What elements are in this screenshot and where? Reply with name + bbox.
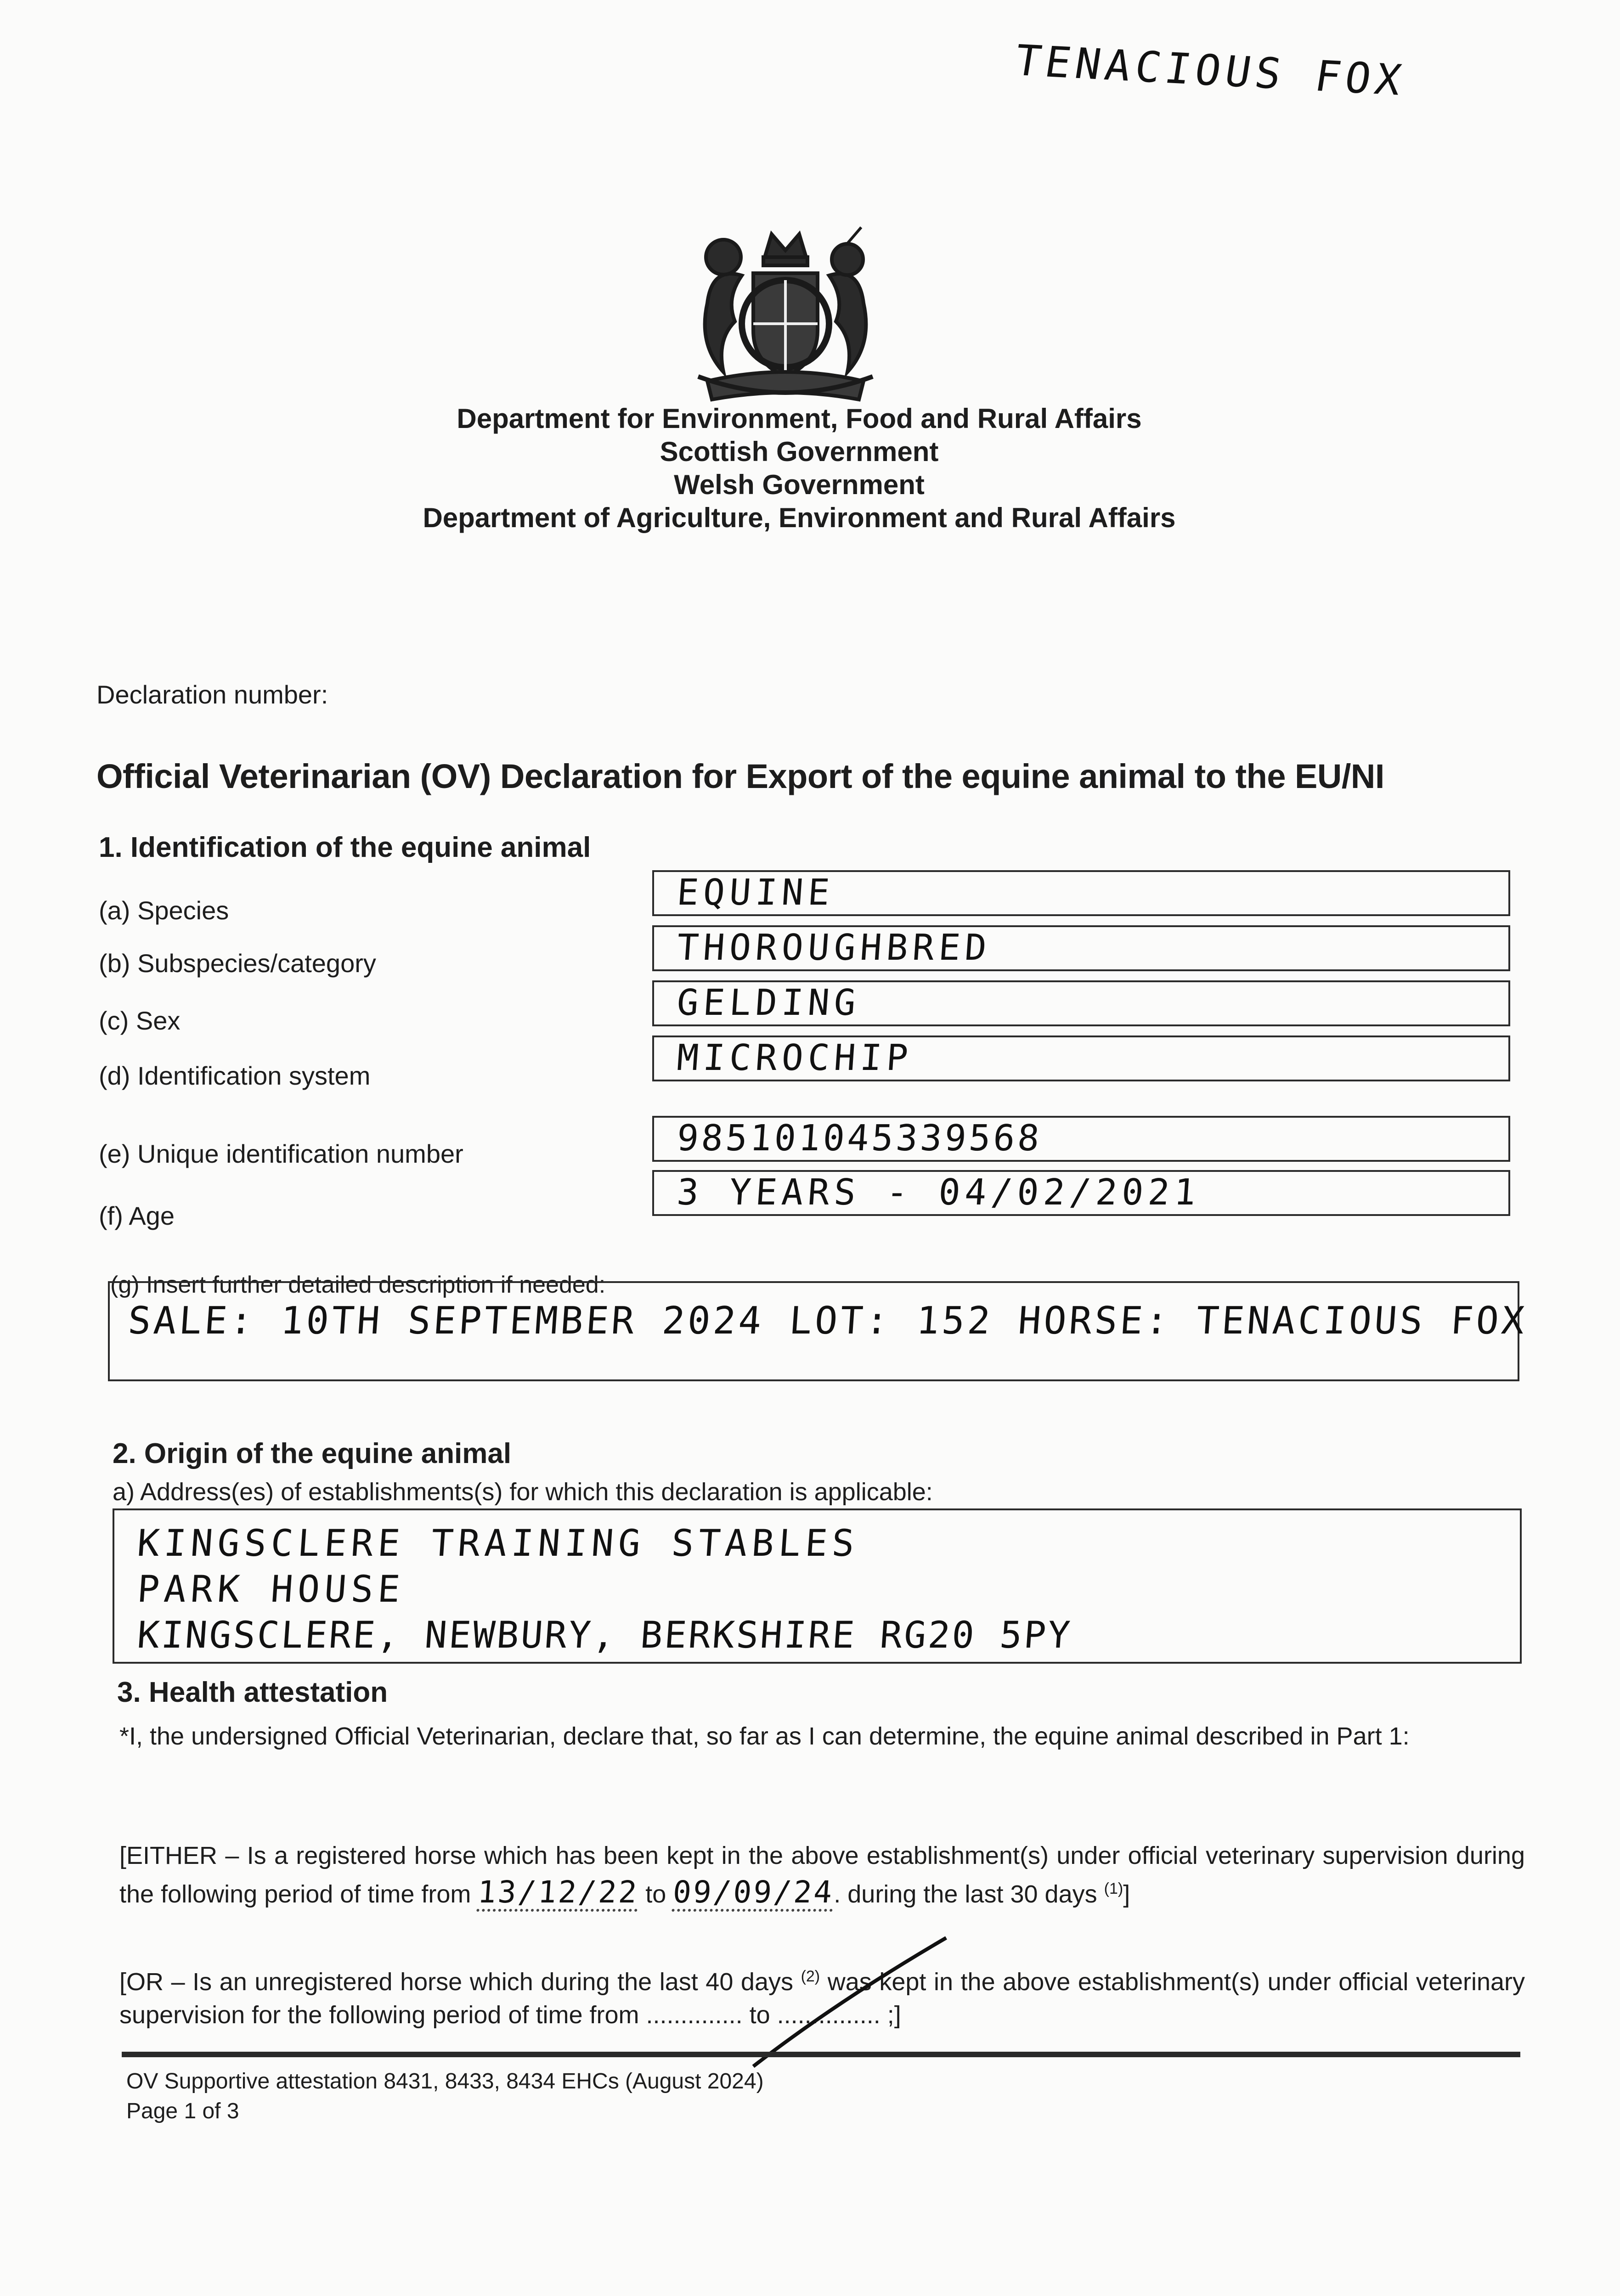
either-text-end: . during the last 30 days <box>834 1880 1097 1908</box>
attestation-intro: *I, the undersigned Official Veterinarian, declare that, so far as I can determine, the equine animal described in Part 1: <box>119 1722 1410 1750</box>
species-field[interactable] <box>652 870 1510 916</box>
sex-field[interactable] <box>652 980 1510 1026</box>
age-field[interactable] <box>652 1170 1510 1216</box>
page-number: Page 1 of 3 <box>126 2099 239 2123</box>
either-to-word: to <box>645 1880 666 1908</box>
section2-heading: 2. Origin of the equine animal <box>113 1438 512 1469</box>
royal-crest-icon <box>680 225 891 409</box>
department-scottish-government: Scottish Government <box>660 436 939 467</box>
either-to-date[interactable]: 09/09/24 <box>672 1876 835 1912</box>
age-value: 3 YEARS - 04/02/2021 <box>675 1172 1202 1213</box>
footer-attestation: OV Supportive attestation 8431, 8433, 8434 EHCs (August 2024) <box>126 2069 764 2093</box>
address-field[interactable] <box>113 1508 1522 1664</box>
sex-value: GELDING <box>675 982 862 1024</box>
identification-system-label: (d) Identification system <box>99 1061 371 1090</box>
document-title: Official Veterinarian (OV) Declaration for Export of the equine animal to the EU/NI <box>96 757 1384 795</box>
or-close: ;] <box>887 2001 901 2029</box>
sex-label: (c) Sex <box>99 1006 181 1035</box>
subspecies-value: THOROUGHBRED <box>675 927 993 968</box>
section3-heading: 3. Health attestation <box>117 1677 388 1708</box>
footnote-1: (1) <box>1104 1880 1123 1897</box>
or-to-date[interactable]: ............... <box>777 2001 881 2029</box>
either-close: ] <box>1123 1880 1130 1908</box>
or-text: [OR – Is an unregistered horse which during the last 40 days <box>119 1968 793 1996</box>
address-line-1: KINGSCLERE TRAINING STABLES <box>135 1522 860 1564</box>
identification-system-field[interactable] <box>652 1035 1510 1081</box>
age-label: (f) Age <box>99 1201 175 1230</box>
footer-divider <box>122 2052 1520 2057</box>
either-clause <box>119 1839 1525 1912</box>
department-welsh-government: Welsh Government <box>674 469 925 500</box>
address-line-2: PARK HOUSE <box>135 1568 406 1610</box>
description-value: SALE: 10TH SEPTEMBER 2024 LOT: 152 HORSE: TENACIOUS FOX <box>126 1299 1529 1343</box>
description-label: (g) Insert further detailed description if needed: <box>110 1272 606 1298</box>
description-field[interactable] <box>108 1281 1529 1381</box>
unique-id-field[interactable] <box>652 1116 1510 1162</box>
or-from-date[interactable]: .............. <box>646 2001 743 2029</box>
unique-id-label: (e) Unique identification number <box>99 1139 463 1168</box>
identification-system-value: MICROCHIP <box>675 1037 914 1079</box>
species-label: (a) Species <box>99 896 229 925</box>
handwritten-horse-name: TENACIOUS FOX <box>1011 36 1409 105</box>
or-text-2: was kept in the above establishment(s) under official veterinary supervision for the following period of time from <box>119 1968 1525 2029</box>
either-text: [EITHER – Is a registered horse which has been kept in the above establishment(s) under official veterinary supervision during the following period of time from <box>119 1842 1525 1908</box>
department-defra: Department for Environment, Food and Rural Affairs <box>457 403 1142 434</box>
section1-heading: 1. Identification of the equine animal <box>99 832 591 863</box>
department-daera: Department of Agriculture, Environment and Rural Affairs <box>423 502 1176 533</box>
subspecies-label: (b) Subspecies/category <box>99 949 376 978</box>
address-line-3: KINGSCLERE, NEWBURY, BERKSHIRE RG20 5PY <box>135 1614 1073 1656</box>
declaration-number-label: Declaration number: <box>96 680 328 709</box>
either-from-date[interactable]: 13/12/22 <box>477 1876 640 1912</box>
subspecies-field[interactable] <box>652 925 1510 971</box>
address-label: a) Address(es) of establishments(s) for which this declaration is applicable: <box>113 1478 933 1506</box>
issuing-departments <box>276 402 1323 535</box>
or-to-word: to <box>749 2001 770 2029</box>
unique-id-value: 985101045339568 <box>675 1118 1044 1159</box>
footnote-2: (2) <box>801 1968 820 1985</box>
species-value: EQUINE <box>675 872 835 913</box>
